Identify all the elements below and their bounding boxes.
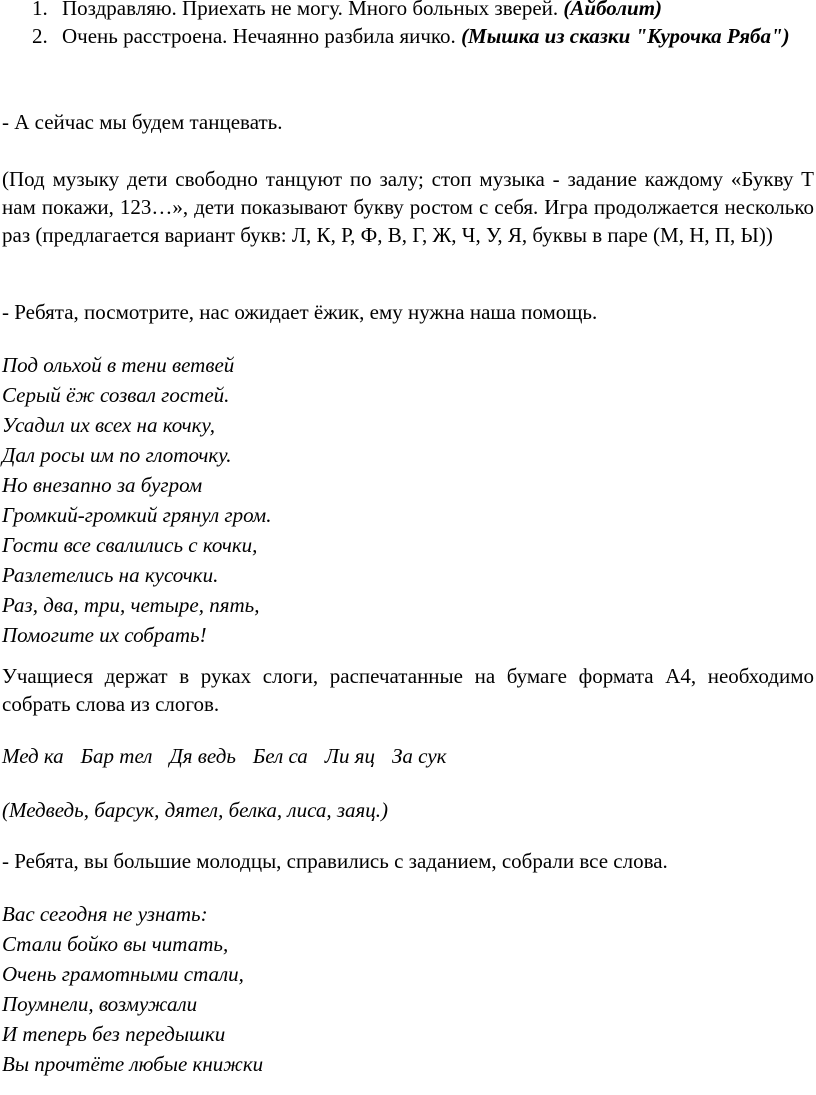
paragraph-game: (Под музыку дети свободно танцуют по залу; стоп музыка - задание каждому «Букву Т нам покажи, 123…», дети показывают букву ростом с себя. Игра продолжается несколько раз (предлагается вариант букв: Л, К, Р, Ф, В, Г, Ж, Ч, У, Я, буквы в паре (М, Н, П, Ы)) [2, 167, 814, 247]
poem-line: Поумнели, возмужали [2, 992, 198, 1016]
list-item-text: Очень расстроена. Нечаянно разбила яичко. [62, 24, 462, 48]
syllables-row [2, 742, 814, 770]
poem-line: Раз, два, три, четыре, пять, [2, 593, 260, 617]
poem-line: Очень грамотными стали, [2, 962, 244, 986]
poem-final [2, 899, 814, 1079]
paragraph-students: Учащиеся держат в руках слоги, распечатанные на бумаге формата А4, необходимо собрать слова из слогов. [2, 664, 814, 716]
syllable-card: Ли яц [324, 744, 376, 768]
list-item-text: Поздравляю. Приехать не могу. Много больных зверей. [62, 0, 564, 20]
list-item-author: (Мышка из сказки "Курочка Ряба") [461, 24, 790, 48]
poem-line: Разлетелись на кусочки. [2, 563, 219, 587]
paragraph-dance: - А сейчас мы будем танцевать. [2, 110, 283, 134]
poem-line: Серый ёж созвал гостей. [2, 383, 230, 407]
syllable-card: Бел са [252, 744, 308, 768]
list-item [0, 22, 812, 50]
list-marker: 2. [32, 24, 48, 48]
paragraph-hedgehog: - Ребята, посмотрите, нас ожидает ёжик, ему нужна наша помощь. [2, 300, 598, 324]
list-marker: 1. [32, 0, 48, 20]
poem-line: Но внезапно за бугром [2, 473, 203, 497]
poem-line: Помогите их собрать! [2, 623, 207, 647]
list-item-author: (Айболит) [563, 0, 663, 20]
poem-line: Дал росы им по глоточку. [2, 443, 232, 467]
poem-line: Громкий-громкий грянул гром. [2, 503, 272, 527]
syllable-card: За сук [392, 744, 447, 768]
poem-line: Вы прочтёте любые книжки [2, 1052, 264, 1076]
syllable-card: Бар тел [80, 744, 153, 768]
syllable-card: Дя ведь [169, 744, 236, 768]
numbered-list [0, 0, 812, 50]
paragraph-praise: - Ребята, вы большие молодцы, справились с заданием, собрали все слова. [2, 849, 668, 873]
poem-line: Вас сегодня не узнать: [2, 902, 208, 926]
poem-hedgehog [2, 350, 814, 650]
poem-line: Усадил их всех на кочку, [2, 413, 216, 437]
answers-line: (Медведь, барсук, дятел, белка, лиса, заяц.) [2, 798, 389, 822]
syllable-card: Мед ка [2, 744, 64, 768]
poem-line: И теперь без передышки [2, 1022, 226, 1046]
list-item [0, 0, 812, 22]
poem-line: Гости все свалились с кочки, [2, 533, 258, 557]
poem-line: Под ольхой в тени ветвей [2, 353, 235, 377]
poem-line: Стали бойко вы читать, [2, 932, 229, 956]
